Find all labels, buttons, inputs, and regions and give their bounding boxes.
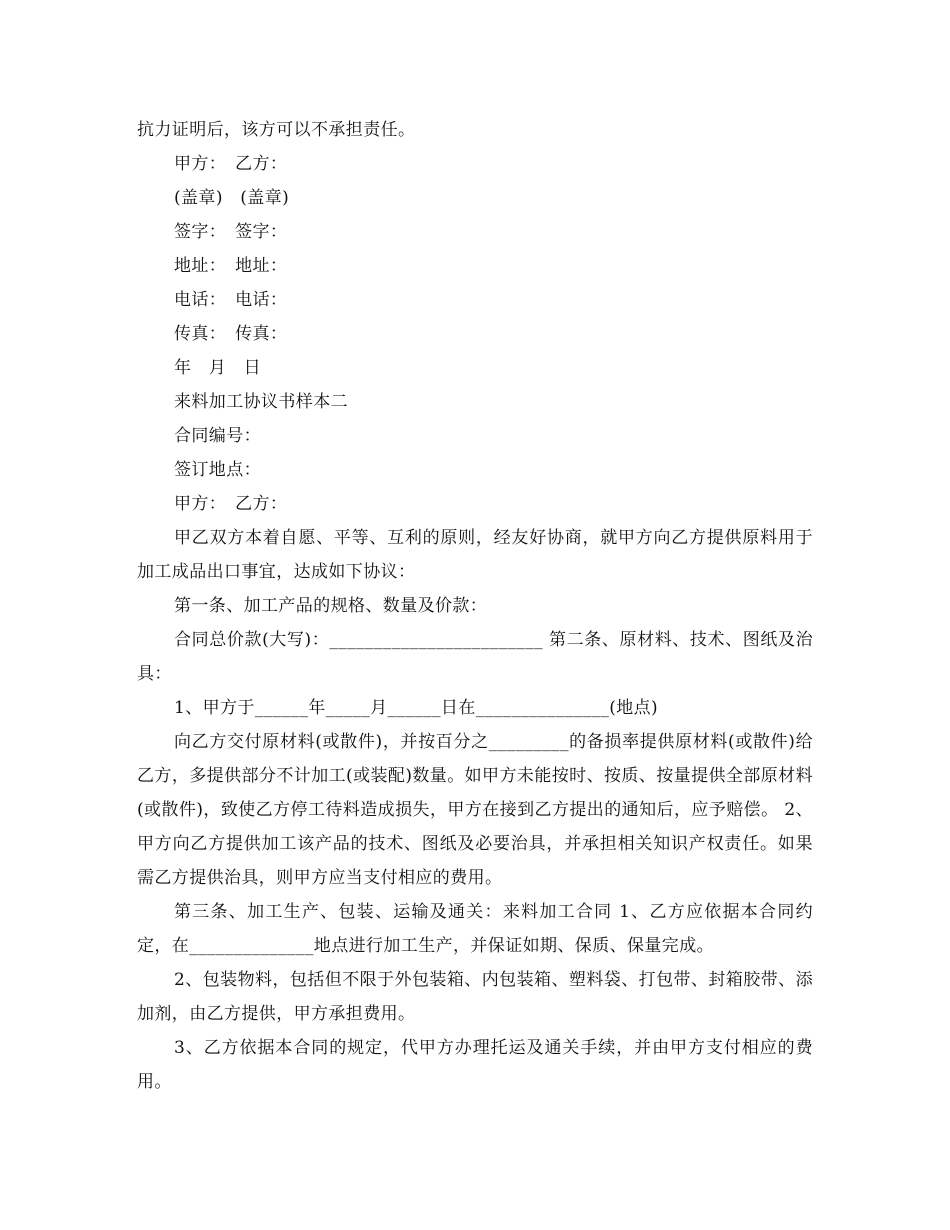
paragraph: 甲乙双方本着自愿、平等、互利的原则，经友好协商，就甲方向乙方提供原料用于加工成品出口事宜，达成如下协议： xyxy=(137,528,813,582)
text-line: 抗力证明后，该方可以不承担责任。 xyxy=(137,120,416,140)
signature-address-line: 地址： 地址： xyxy=(174,256,288,276)
section-title: 来料加工协议书样本二 xyxy=(174,392,348,412)
signature-phone-line: 电话： 电话： xyxy=(174,290,288,310)
paragraph: 合同总价款(大写)：________________________ 第二条、原材料、技术、图纸及治具： xyxy=(137,630,813,684)
signature-party-line: 甲方： 乙方： xyxy=(174,154,288,174)
party-line: 甲方： 乙方： xyxy=(174,494,288,514)
contract-number-line: 合同编号： xyxy=(174,426,261,446)
signature-fax-line: 传真： 传真： xyxy=(174,324,288,344)
paragraph: 向乙方交付原材料(或散件)，并按百分之_________的备损率提供原材料(或散件)给乙方，多提供部分不计加工(或装配)数量。如甲方未能按时、按质、按量提供全部原材料(或散件)，致使乙方停工待料造成损失，甲方在接到乙方提出的通知后，应予赔偿。 2、甲方向乙方提供加工该产品的技术、图纸及必要治具，并承担相关知识产权责任。如果需乙方提供治具，则甲方应当支付相应的费用。 xyxy=(137,732,813,888)
signature-sign-line: 签字： 签字： xyxy=(174,222,288,242)
signing-place-line: 签订地点： xyxy=(174,460,261,480)
paragraph: 3、乙方依据本合同的规定，代甲方办理托运及通关手续，并由甲方支付相应的费用。 xyxy=(137,1038,813,1092)
document-page xyxy=(137,113,813,1099)
signature-seal-line: (盖章) (盖章) xyxy=(174,188,290,208)
paragraph: 第一条、加工产品的规格、数量及价款： xyxy=(174,596,488,616)
paragraph: 2、包装物料，包括但不限于外包装箱、内包装箱、塑料袋、打包带、封箱胶带、添加剂，由乙方提供，甲方承担费用。 xyxy=(137,970,813,1024)
paragraph: 第三条、加工生产、包装、运输及通关：来料加工合同 1、乙方应依据本合同约定，在______________地点进行加工生产，并保证如期、保质、保量完成。 xyxy=(137,902,813,956)
paragraph: 1、甲方于______年_____月______日在_______________(地点) xyxy=(174,698,659,718)
signature-date-line: 年 月 日 xyxy=(174,358,261,378)
